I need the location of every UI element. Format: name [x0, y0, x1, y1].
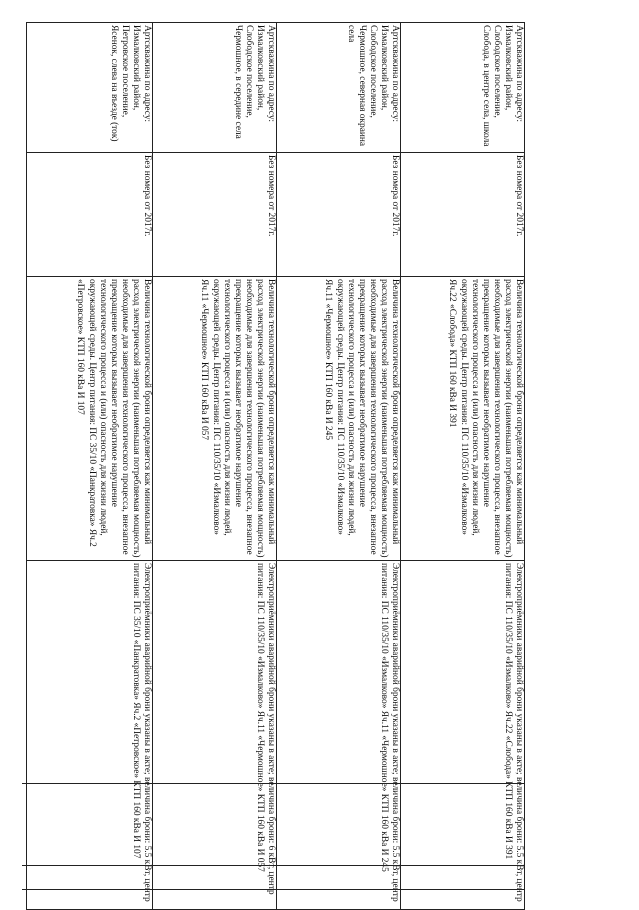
- emergency-reserve-text: Электроприёмники аварийной брони указаны в акте; величина брони: 5.5 кВт, центр питания: ПС 110/35/10 «Измалково» Яч.11 «Чермошное» КТП 160 кВа И 245: [378, 563, 400, 902]
- blank-line: [22, 865, 525, 866]
- act-cell: [152, 152, 276, 276]
- address-text: Артскважина по адресу: Измалковский район, Петровское поселение, Ясенок, слева на въезде (ток): [108, 25, 152, 142]
- table-row: [276, 22, 401, 910]
- address-cell: [276, 22, 400, 152]
- emergency-reserve-text: Электроприёмники аварийной брони указаны в акте; величина брони: 6 кВт, центр питания: ПС 110/35/10 «Измалково» Яч.11 «Чермошное» КТП 160 кВа И 057: [254, 563, 276, 895]
- tech-reserve-cell: [400, 276, 524, 560]
- act-text: Без номера от 2017г.: [142, 155, 152, 237]
- tech-reserve-text: Величина технологической брони определяется как минимальный расход электрической энергии (наименьшая потребляемая мощность) необходимые для завершения технологического процесса, внезапное прекращение которых вызывает необратимое нарушение технологического процесса и (или) опасность для жизни людей, окружающей среды. Центр питания: ПС 35/10 «Панкратовка» Яч.2 «Петровское» КТП 160 кВа И 107: [75, 279, 152, 558]
- address-cell: [27, 22, 152, 152]
- address-text: Артскважина по адресу: Измалковский район, Слободское поселение, Слобода, в центре села, школа: [480, 25, 524, 147]
- tech-reserve-cell: [152, 276, 276, 560]
- address-cell: [400, 22, 524, 152]
- table-row: [152, 22, 277, 910]
- emergency-reserve-cell: [27, 560, 152, 910]
- act-cell: [27, 152, 152, 276]
- blank-line: [22, 783, 525, 784]
- act-text: Без номера от 2017г.: [390, 155, 400, 237]
- emergency-reserve-cell: [276, 560, 400, 910]
- address-text: Артскважина по адресу: Измалковский район, Слободское поселение, Чермошное, в середине села: [232, 25, 276, 139]
- tech-reserve-text: Величина технологической брони определяется как минимальный расход электрической энергии (наименьшая потребляемая мощность) необходимые для завершения технологического процесса, внезапное прекращение которых вызывает необратимое нарушение технологического процесса и (или) опасность для жизни людей, окружающей среды. Центр питания: ПС 110/35/10 «Измалково» Яч.22 «Слобода» КТП 160 кВа И 391: [447, 279, 524, 558]
- act-text: Без номера от 2017г.: [266, 155, 276, 237]
- table-row: [400, 22, 525, 910]
- tech-reserve-cell: [276, 276, 400, 560]
- table-row: [26, 22, 153, 910]
- tech-reserve-text: Величина технологической брони определяется как минимальный расход электрической энергии (наименьшая потребляемая мощность) необходимые для завершения технологического процесса, внезапное прекращение которых вызывает необратимое нарушение технологического процесса и (или) опасность для жизни людей, окружающей среды. Центр питания: ПС 110/35/10 «Измалково» Яч.11 «Чермошное» КТП 160 кВа И 057: [199, 279, 276, 558]
- blank-line: [22, 889, 525, 890]
- act-cell: [400, 152, 524, 276]
- emergency-reserve-cell: [400, 560, 524, 910]
- rotated-table: [25, 22, 525, 910]
- address-text: Артскважина по адресу: Измалковский район, Слободское поселение, Чермошное, северная окраина села: [345, 25, 400, 147]
- tech-reserve-text: Величина технологической брони определяется как минимальный расход электрической энергии (наименьшая потребляемая мощность) необходимые для завершения технологического процесса, внезапное прекращение которых вызывает необратимое нарушение технологического процесса и (или) опасность для жизни людей, окружающей среды. Центр питания: ПС 110/35/10 «Измалково» Яч.11 «Чермошное» КТП 160 кВа И 245: [323, 279, 400, 558]
- emergency-reserve-text: Электроприёмники аварийной брони указаны в акте; величина брони: 5.5 кВт, центр питания: ПС 35/10 «Панкратовка» Яч.2 «Петровское» КТП 160 кВа И 107: [130, 563, 152, 902]
- emergency-reserve-cell: [152, 560, 276, 910]
- tech-reserve-cell: [27, 276, 152, 560]
- emergency-reserve-text: Электроприёмники аварийной брони указаны в акте; величина брони: 5.5 кВт, центр питания: ПС 110/35/10 «Измалково» Яч.22 «Слобода» КТП 160 кВа И 391: [502, 563, 524, 902]
- act-text: Без номера от 2017г.: [514, 155, 524, 237]
- act-cell: [276, 152, 400, 276]
- address-cell: [152, 22, 276, 152]
